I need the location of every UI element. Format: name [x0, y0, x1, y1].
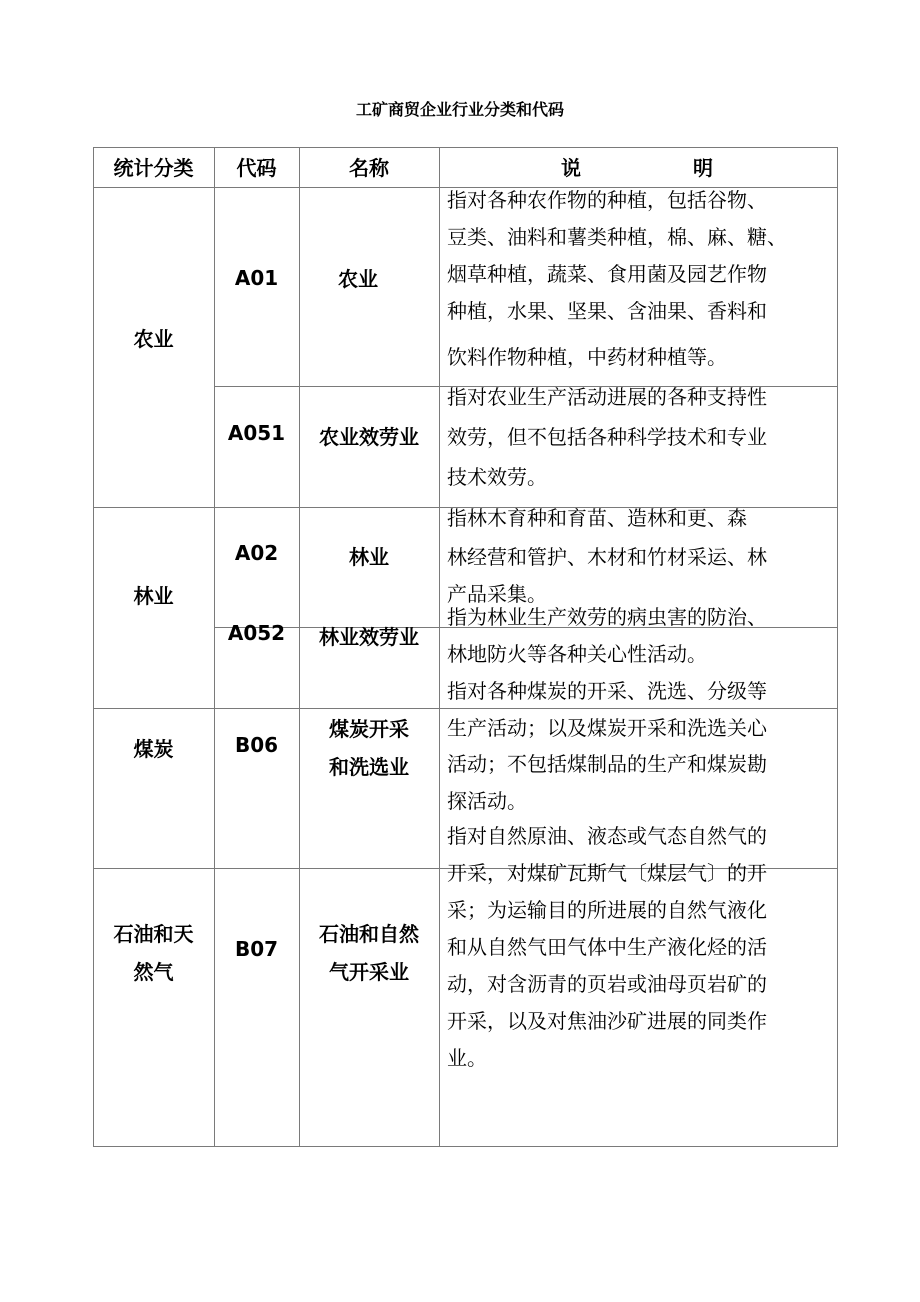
desc-line: 林地防火等各种关心性活动。: [447, 642, 707, 666]
desc-line: 开采，以及对焦油沙矿进展的同类作: [447, 1009, 767, 1033]
desc-line: 动，对含沥青的页岩或油母页岩矿的: [447, 972, 767, 996]
header-category: 统计分类: [113, 156, 194, 180]
table-border-right: [837, 147, 838, 1147]
header-code: 代码: [236, 156, 277, 180]
desc-line: 饮料作物种植，中药材种植等。: [447, 345, 727, 369]
desc-line: 豆类、油料和薯类种植，棉、麻、糖、: [447, 225, 787, 249]
code-a052: A052: [227, 621, 286, 645]
name-a051: 农业效劳业: [319, 425, 419, 449]
name-a02: 林业: [349, 545, 389, 569]
name-line: 和洗选业: [329, 755, 409, 779]
desc-line: 指为林业生产效劳的病虫害的防治、: [447, 605, 767, 629]
name-line: 石油和自然: [319, 922, 419, 946]
table-border-top: [93, 147, 838, 148]
code-a051: A051: [227, 421, 286, 445]
desc-line: 业。: [447, 1046, 487, 1070]
desc-line: 林经营和管护、木材和竹材采运、林: [447, 545, 767, 569]
code-a01: A01: [234, 266, 279, 290]
code-b06: B06: [234, 733, 279, 757]
col-divider-3: [439, 147, 440, 1147]
name-a052: 林业效劳业: [319, 625, 419, 649]
desc-line: 生产活动；以及煤炭开采和洗选关心: [447, 716, 767, 740]
desc-line: 指对各种农作物的种植，包括谷物、: [447, 188, 767, 212]
document-title: 工矿商贸企业行业分类和代码: [355, 100, 564, 119]
desc-line: 探活动。: [447, 789, 527, 813]
desc-line: 烟草种植，蔬菜、食用菌及园艺作物: [447, 262, 767, 286]
col-divider-1: [214, 147, 215, 1147]
table-border-bottom: [93, 1146, 838, 1147]
desc-line: 采；为运输目的所进展的自然气液化: [447, 898, 767, 922]
name-a01: 农业: [338, 267, 378, 291]
desc-line: 和从自然气田气体中生产液化烃的活: [447, 935, 767, 959]
category-line: 石油和天: [113, 922, 194, 946]
category-agriculture: 农业: [133, 327, 174, 351]
desc-line: 活动；不包括煤制品的生产和煤炭勘: [447, 752, 767, 776]
desc-line: 指对农业生产活动进展的各种支持性: [447, 385, 767, 409]
name-line: 气开采业: [329, 960, 409, 984]
category-line: 然气: [133, 960, 174, 984]
name-line: 煤炭开采: [329, 717, 409, 741]
desc-line: 种植，水果、坚果、含油果、香料和: [447, 299, 767, 323]
desc-line: 效劳，但不包括各种科学技术和专业: [447, 425, 767, 449]
table-border-left: [93, 147, 94, 1147]
category-forestry: 林业: [133, 584, 174, 608]
code-a02: A02: [234, 541, 279, 565]
desc-line: 指对自然原油、液态或气态自然气的: [447, 824, 767, 848]
desc-line: 产品采集。: [447, 582, 547, 606]
desc-line: 开采，对煤矿瓦斯气〔煤层气〕的开: [447, 861, 767, 885]
header-desc-char-1: 说: [561, 156, 581, 180]
header-name: 名称: [349, 156, 389, 180]
code-b07: B07: [234, 937, 279, 961]
header-desc-char-2: 明: [693, 156, 713, 180]
desc-line: 指对各种煤炭的开采、洗选、分级等: [447, 679, 767, 703]
desc-line: 指林木育种和育苗、造林和更、森: [447, 506, 747, 530]
desc-line: 技术效劳。: [447, 465, 547, 489]
category-coal: 煤炭: [133, 737, 174, 761]
